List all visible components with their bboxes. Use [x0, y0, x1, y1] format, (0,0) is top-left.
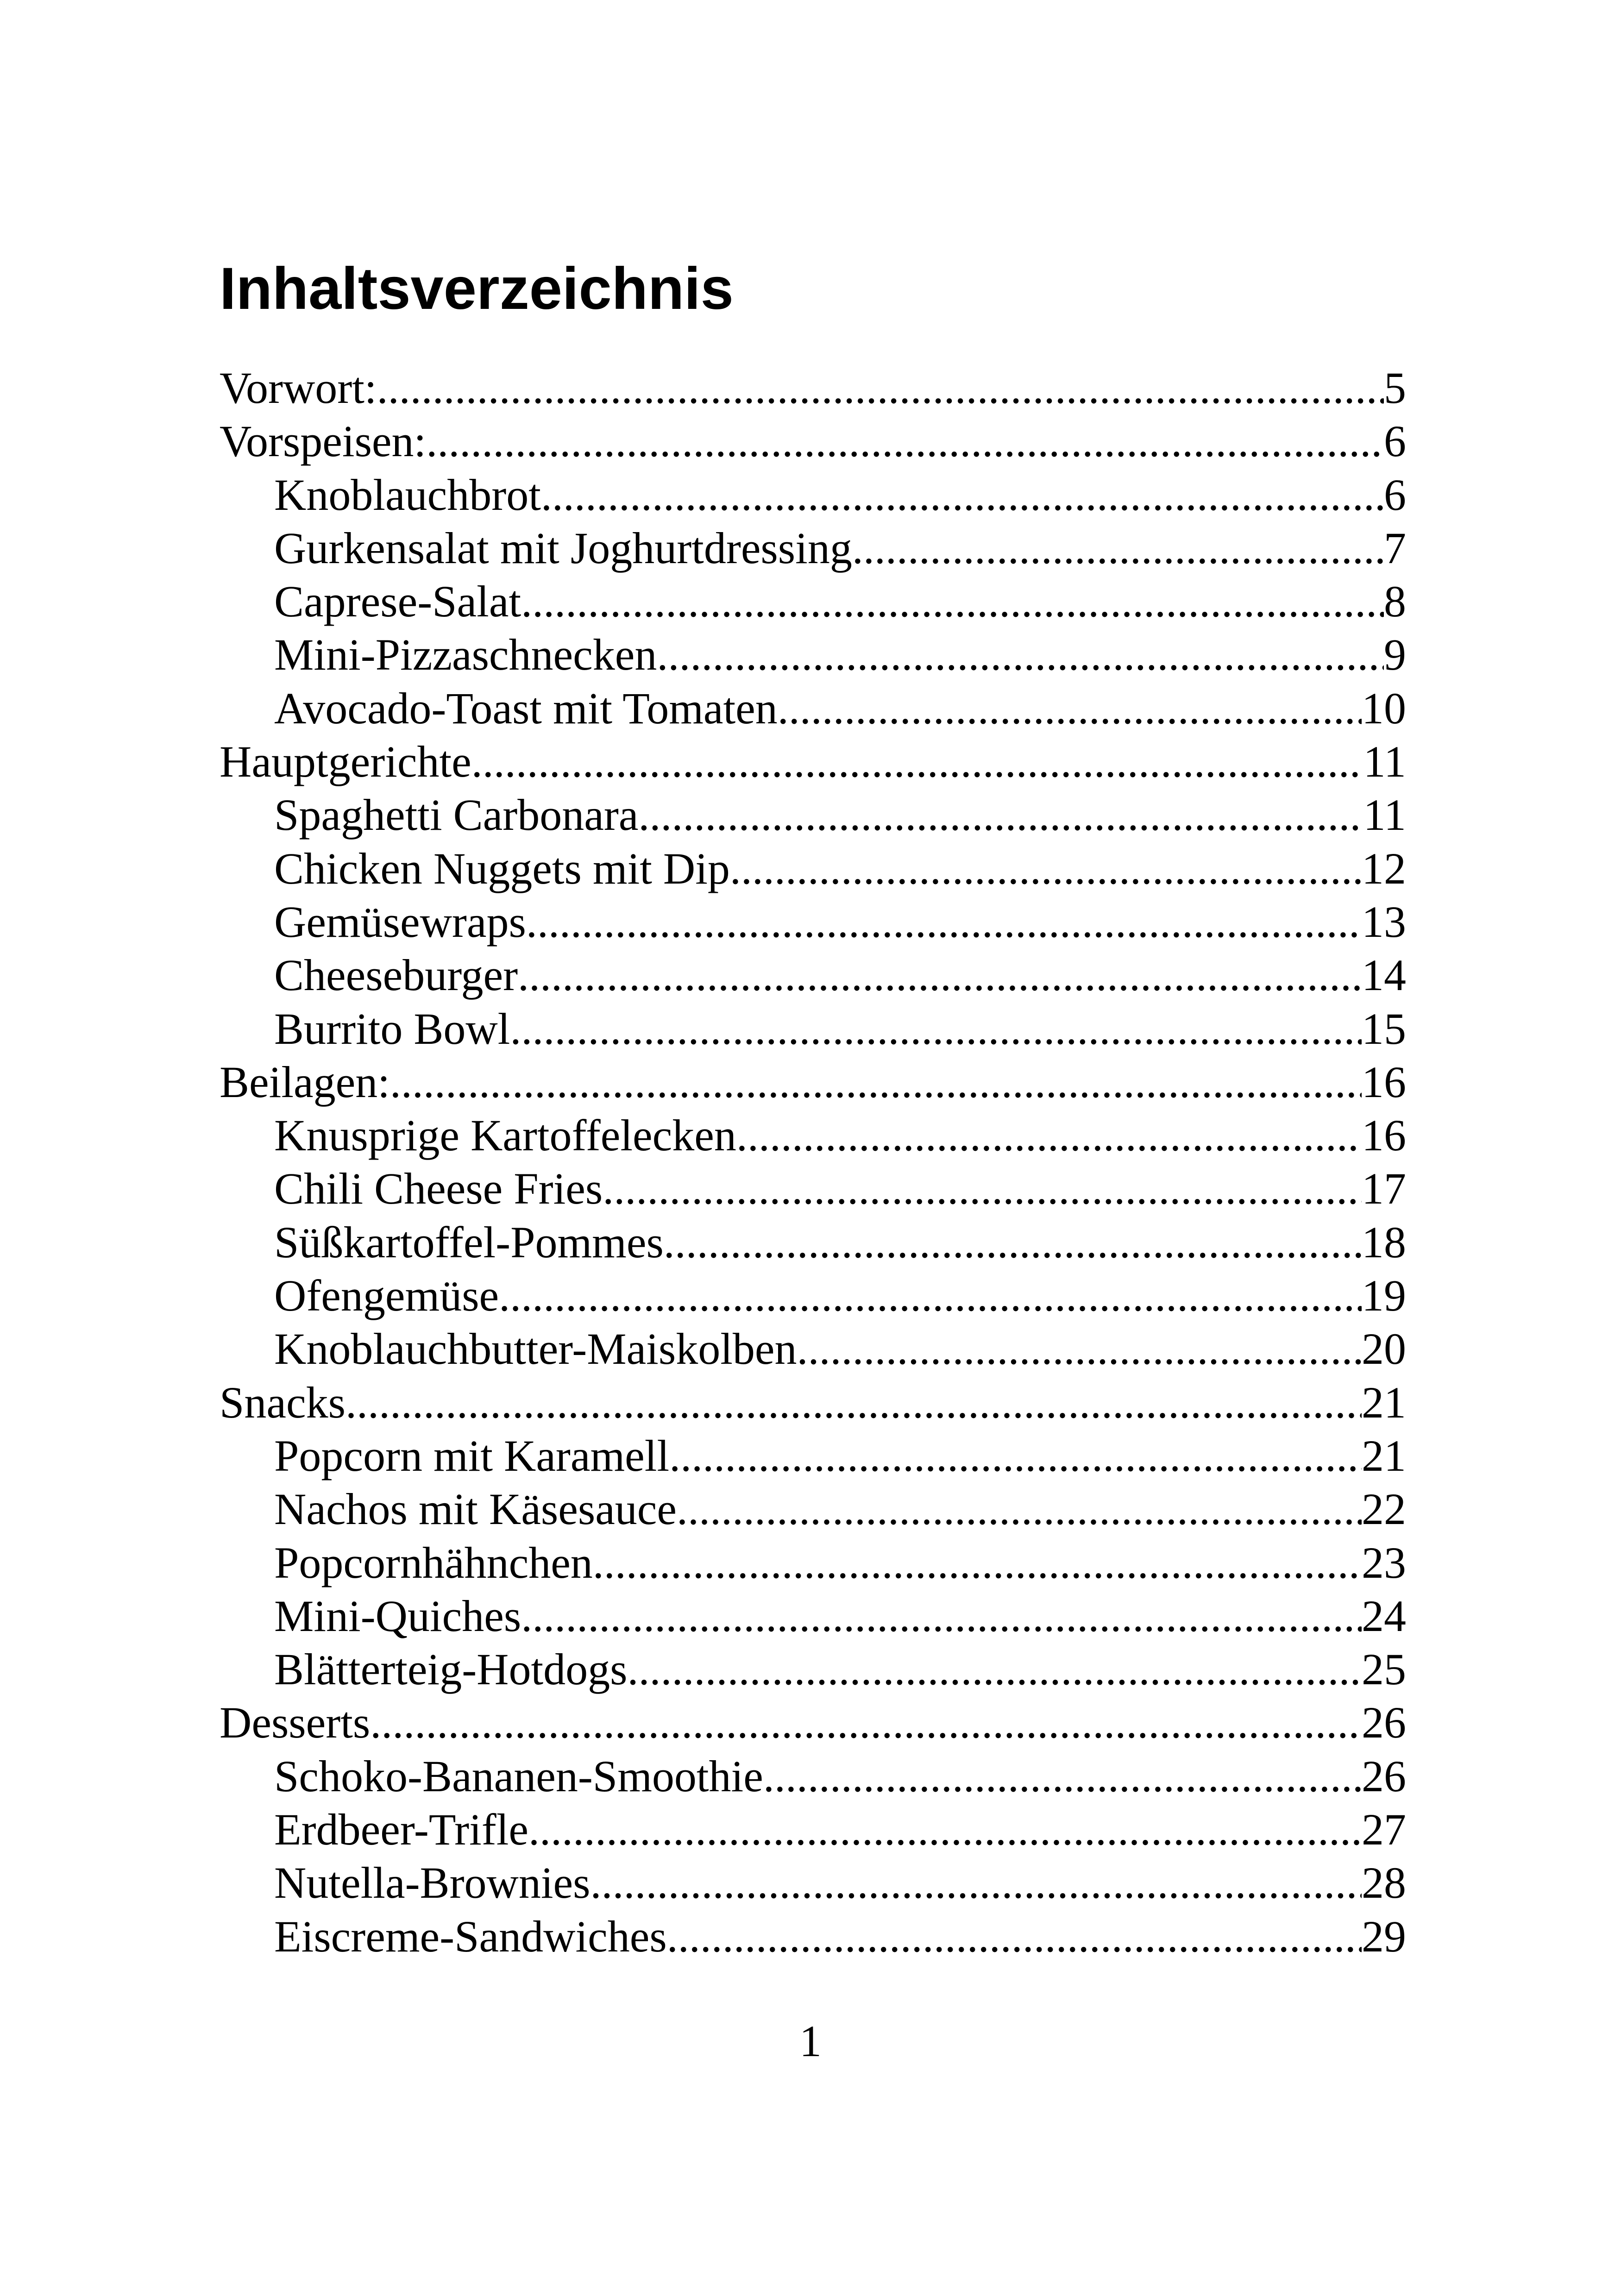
toc-dot-leader: [736, 1109, 1362, 1162]
toc-entry-label: Vorspeisen:: [220, 416, 427, 466]
toc-dot-leader: [852, 521, 1384, 575]
toc-entry-page: 26: [1362, 1751, 1406, 1801]
toc-entry-label: Hauptgerichte: [220, 737, 471, 787]
toc-entry-page: 15: [1362, 1004, 1406, 1054]
toc-subsection-entry: [220, 468, 1406, 521]
toc-entry-label: Süßkartoffel-Pommes: [274, 1217, 664, 1267]
toc-subsection-entry: [220, 788, 1406, 841]
toc-section-entry: [220, 735, 1406, 788]
toc-dot-leader: [521, 1589, 1362, 1643]
toc-dot-leader: [518, 948, 1362, 1002]
toc-entry-page: 6: [1384, 416, 1406, 466]
toc-subsection-entry: [220, 628, 1406, 681]
toc-entry-label: Mini-Quiches: [274, 1591, 521, 1641]
toc-dot-leader: [526, 895, 1362, 948]
toc-entry-page: 11: [1363, 790, 1406, 840]
toc-subsection-entry: [220, 1109, 1406, 1162]
toc-entry-label: Caprese-Salat: [274, 577, 521, 627]
toc-dot-leader: [669, 1429, 1362, 1482]
toc-entry-label: Schoko-Bananen-Smoothie: [274, 1751, 763, 1801]
toc-entry-label: Cheeseburger: [274, 950, 518, 1000]
toc-subsection-entry: [220, 1429, 1406, 1482]
toc-entry-page: 22: [1362, 1484, 1406, 1534]
page-number: 1: [799, 2016, 822, 2066]
toc-dot-leader: [471, 735, 1363, 788]
toc-dot-leader: [664, 1216, 1362, 1269]
toc-subsection-entry: [220, 575, 1406, 628]
toc-section-entry: [220, 1696, 1406, 1749]
toc-entry-label: Nachos mit Käsesauce: [274, 1484, 677, 1534]
toc-dot-leader: [521, 575, 1384, 628]
toc-entry-label: Beilagen:: [220, 1057, 390, 1107]
toc-dot-leader: [510, 1002, 1362, 1055]
toc-subsection-entry: [220, 1589, 1406, 1643]
toc-dot-leader: [628, 1643, 1362, 1696]
toc-subsection-entry: [220, 1269, 1406, 1322]
toc-section-entry: [220, 1376, 1406, 1429]
toc-entry-label: Popcorn mit Karamell: [274, 1430, 670, 1480]
toc-entry-page: 16: [1362, 1057, 1406, 1107]
toc-subsection-entry: [220, 895, 1406, 948]
toc-subsection-entry: [220, 1643, 1406, 1696]
toc-subsection-entry: [220, 682, 1406, 735]
toc-entry-label: Avocado-Toast mit Tomaten: [274, 683, 778, 733]
toc-entry-page: 11: [1363, 737, 1406, 787]
toc-subsection-entry: [220, 1803, 1406, 1856]
toc-entry-page: 26: [1362, 1698, 1406, 1748]
toc-subsection-entry: [220, 842, 1406, 895]
toc-subsection-entry: [220, 521, 1406, 575]
toc-dot-leader: [593, 1536, 1362, 1589]
toc-entry-page: 23: [1362, 1537, 1406, 1587]
toc-subsection-entry: [220, 1322, 1406, 1375]
toc-dot-leader: [426, 414, 1384, 468]
toc-entry-page: 12: [1362, 843, 1406, 893]
page-title: Inhaltsverzeichnis: [220, 256, 734, 322]
toc-entry-page: 9: [1384, 630, 1406, 680]
toc-entry-label: Desserts: [220, 1698, 371, 1748]
toc-entry-label: Burrito Bowl: [274, 1004, 510, 1054]
toc-subsection-entry: [220, 948, 1406, 1002]
toc-entry-label: Eiscreme-Sandwiches: [274, 1911, 667, 1961]
toc-entry-page: 13: [1362, 897, 1406, 947]
toc-entry-label: Nutella-Brownies: [274, 1858, 591, 1908]
toc-entry-label: Mini-Pizzaschnecken: [274, 630, 657, 680]
toc-dot-leader: [763, 1750, 1362, 1803]
toc-entry-page: 6: [1384, 470, 1406, 520]
toc-entry-page: 7: [1384, 523, 1406, 573]
toc-subsection-entry: [220, 1216, 1406, 1269]
toc-subsection-entry: [220, 1002, 1406, 1055]
toc-subsection-entry: [220, 1536, 1406, 1589]
toc-dot-leader: [778, 682, 1362, 735]
toc-dot-leader: [591, 1856, 1362, 1909]
toc-dot-leader: [657, 628, 1384, 681]
toc-entry-page: 29: [1362, 1911, 1406, 1961]
toc-subsection-entry: [220, 1750, 1406, 1803]
toc-entry-page: 17: [1362, 1164, 1406, 1214]
toc-subsection-entry: [220, 1482, 1406, 1536]
toc-section-entry: [220, 361, 1406, 414]
toc-entry-page: 27: [1362, 1805, 1406, 1855]
toc-dot-leader: [390, 1055, 1362, 1109]
toc-entry-page: 14: [1362, 950, 1406, 1000]
toc-dot-leader: [603, 1162, 1362, 1215]
toc-entry-label: Chili Cheese Fries: [274, 1164, 603, 1214]
toc-entry-page: 18: [1362, 1217, 1406, 1267]
toc-dot-leader: [541, 468, 1384, 521]
toc-entry-page: 19: [1362, 1271, 1406, 1321]
toc-entry-page: 10: [1362, 683, 1406, 733]
toc-entry-label: Knusprige Kartoffelecken: [274, 1110, 736, 1161]
toc-entry-page: 21: [1362, 1377, 1406, 1427]
table-of-contents: [220, 361, 1406, 1963]
toc-entry-page: 5: [1384, 363, 1406, 413]
toc-subsection-entry: [220, 1856, 1406, 1909]
toc-dot-leader: [370, 1696, 1362, 1749]
toc-entry-label: Spaghetti Carbonara: [274, 790, 639, 840]
toc-dot-leader: [377, 361, 1384, 414]
toc-entry-page: 8: [1384, 577, 1406, 627]
toc-entry-label: Blätterteig-Hotdogs: [274, 1644, 628, 1694]
toc-dot-leader: [730, 842, 1362, 895]
toc-entry-page: 28: [1362, 1858, 1406, 1908]
toc-entry-page: 16: [1362, 1110, 1406, 1161]
toc-entry-page: 21: [1362, 1430, 1406, 1480]
toc-dot-leader: [677, 1482, 1362, 1536]
toc-dot-leader: [638, 788, 1363, 841]
toc-section-entry: [220, 414, 1406, 468]
toc-entry-label: Gurkensalat mit Joghurtdressing: [274, 523, 852, 573]
toc-entry-label: Knoblauchbutter-Maiskolben: [274, 1324, 797, 1374]
toc-subsection-entry: [220, 1162, 1406, 1215]
toc-subsection-entry: [220, 1910, 1406, 1963]
toc-dot-leader: [528, 1803, 1362, 1856]
toc-entry-label: Erdbeer-Trifle: [274, 1805, 528, 1855]
toc-entry-label: Vorwort:: [220, 363, 377, 413]
toc-entry-page: 20: [1362, 1324, 1406, 1374]
toc-dot-leader: [667, 1910, 1362, 1963]
toc-entry-page: 24: [1362, 1591, 1406, 1641]
toc-section-entry: [220, 1055, 1406, 1109]
toc-entry-label: Ofengemüse: [274, 1271, 499, 1321]
toc-entry-label: Chicken Nuggets mit Dip: [274, 843, 730, 893]
toc-entry-page: 25: [1362, 1644, 1406, 1694]
toc-dot-leader: [499, 1269, 1362, 1322]
toc-entry-label: Knoblauchbrot: [274, 470, 541, 520]
toc-dot-leader: [797, 1322, 1362, 1375]
toc-entry-label: Gemüsewraps: [274, 897, 526, 947]
toc-entry-label: Snacks: [220, 1377, 346, 1427]
toc-entry-label: Popcornhähnchen: [274, 1537, 593, 1587]
toc-dot-leader: [346, 1376, 1362, 1429]
